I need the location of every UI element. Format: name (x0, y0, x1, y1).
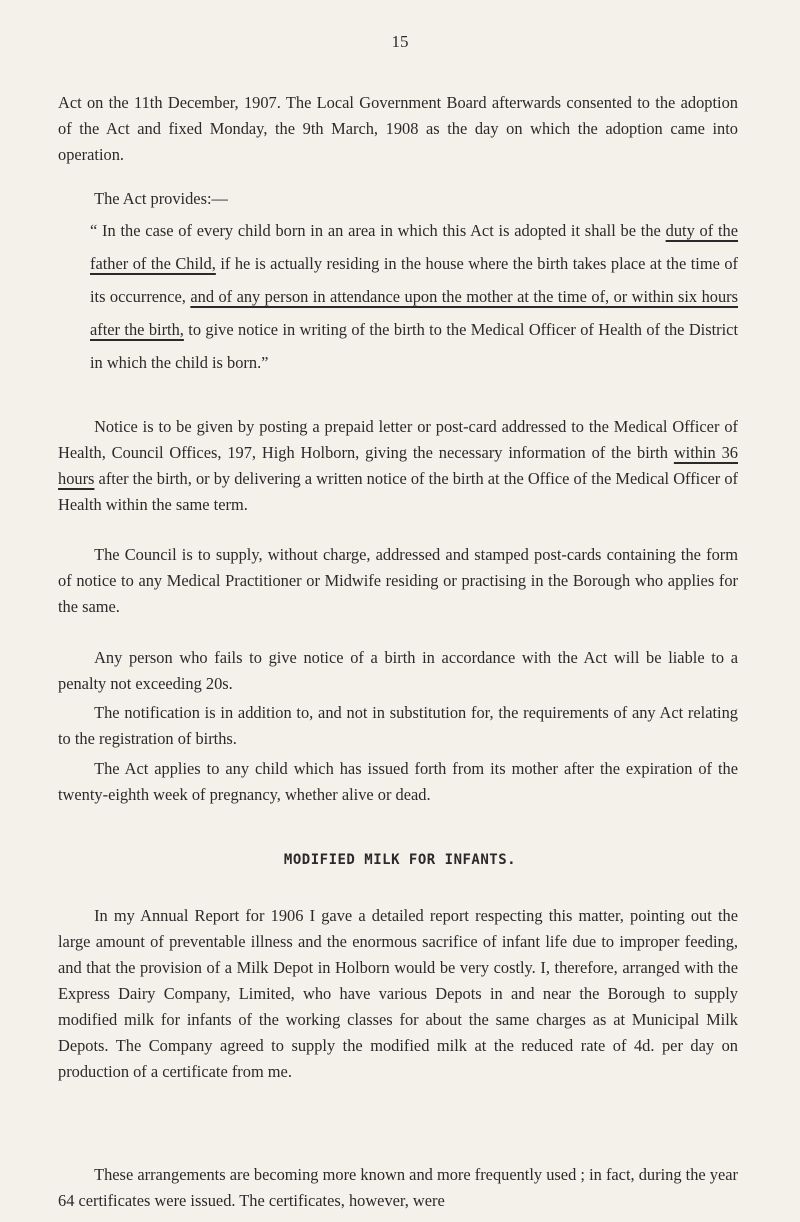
section-heading: MODIFIED MILK FOR INFANTS. (283, 852, 517, 868)
quote-text-3: to give notice in writing of the birth to the Medical Officer of Health of the District in which the child is born.” (90, 320, 738, 372)
report-paragraph: In my Annual Report for 1906 I gave a detailed report respecting this matter, pointing out the large amount of preventable illness and the enormous sacrifice of infant life due to improper feeding, and that the provision of a Milk Depot in Holborn would be very costly. I, therefore, arranged with the Express Dairy Company, Limited, who have various Depots in and near the Borough to supply modified milk for infants of the working classes for about the same charges as at Municipal Milk Depots. The Company agreed to supply the modified milk at the reduced rate of 4d. per day on production of a certificate from me. (58, 906, 738, 1081)
arrangements-paragraph: These arrangements are becoming more known and more frequently used ; in fact, during the year 64 certificates were issued. The certificates, however, were (58, 1165, 738, 1210)
notice-text-2: after the birth, or by delivering a written notice of the birth at the Office of the Medical Officer of Health within the same term. (58, 469, 738, 514)
notice-underline: within 36 hours (58, 443, 738, 488)
quote-underline-2: and of any person in attendance upon the mother at the time of, or within six hours after the birth, (90, 287, 738, 339)
penalty-paragraph: Any person who fails to give notice of a birth in accordance with the Act will be liable to a penalty not exceeding 20s. (58, 648, 738, 693)
applies-paragraph: The Act applies to any child which has issued forth from its mother after the expiration of the twenty-eighth week of pregnancy, whether alive or dead. (58, 759, 738, 804)
quote-text-1: “ In the case of every child born in an area in which this Act is adopted it shall be the (90, 221, 666, 240)
council-paragraph: The Council is to supply, without charge, addressed and stamped post-cards containing the form of notice to any Medical Practitioner or Midwife residing or practising in the Borough who applies for the same. (58, 545, 738, 616)
intro-paragraph: Act on the 11th December, 1907. The Local Government Board afterwards consented to the adoption of the Act and fixed Monday, the 9th March, 1908 as the day on which the adoption came into operation. (58, 93, 738, 164)
act-provides-line: The Act provides:— (94, 189, 228, 208)
quote-text-2: if he is actually residing in the house where the birth takes place at the time of its occurrence, (90, 254, 738, 306)
page-number: 15 (391, 32, 409, 51)
quote-underline-1: duty of the father of the Child, (90, 221, 739, 273)
act-quotation (90, 214, 738, 379)
notice-text-1: Notice is to be given by posting a prepaid letter or post-card addressed to the Medical Officer of Health, Council Offices, 197, High Holborn, giving the necessary information of the birth (58, 417, 738, 462)
notice-paragraph (58, 414, 738, 518)
notification-paragraph: The notification is in addition to, and not in substitution for, the requirements of any Act relating to the registration of births. (58, 703, 738, 748)
